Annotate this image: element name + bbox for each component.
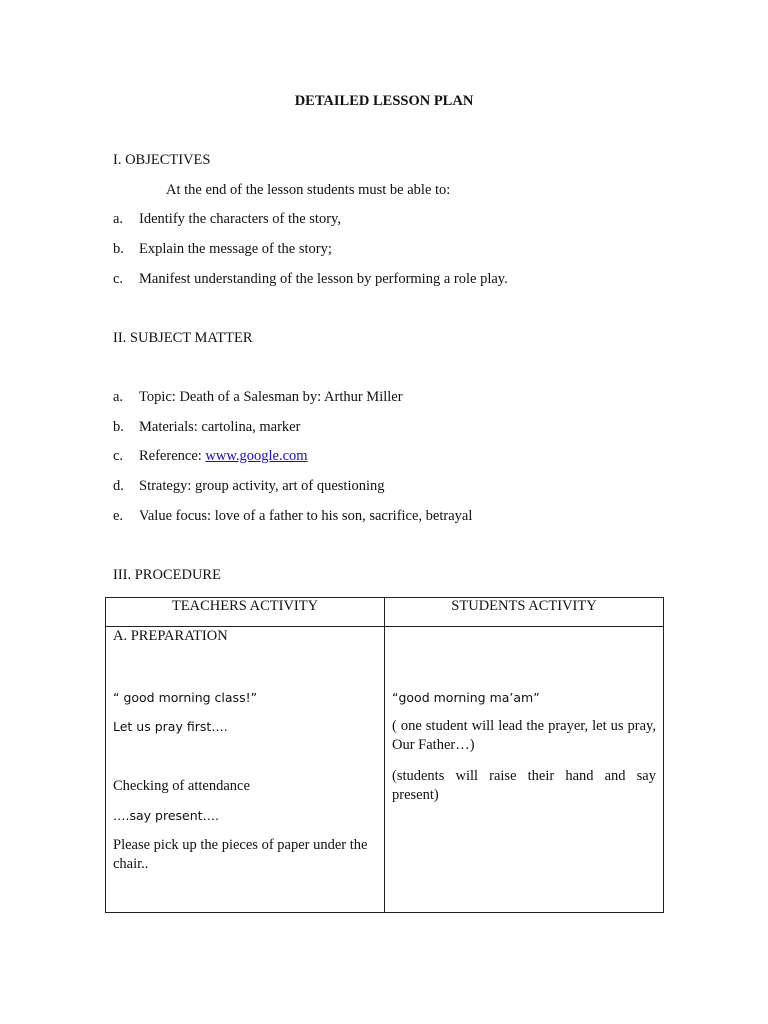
reference-label: Reference: <box>139 448 206 464</box>
list-item: Identify the characters of the story, <box>139 211 341 227</box>
students-greeting: “good morning ma’am” <box>392 690 540 705</box>
list-item: Manifest understanding of the lesson by performing a role play. <box>139 271 508 287</box>
list-item-marker: b. <box>113 241 124 257</box>
teacher-greeting: “ good morning class!” <box>113 690 258 705</box>
objectives-intro: At the end of the lesson students must be able to: <box>166 182 451 198</box>
list-item: Strategy: group activity, art of questioning <box>139 478 385 494</box>
teacher-attendance: Checking of attendance <box>113 778 250 794</box>
students-activity-cell <box>385 627 664 913</box>
list-item-marker: a. <box>113 389 124 405</box>
list-item-marker: d. <box>113 478 124 494</box>
list-item-marker: c. <box>113 271 124 287</box>
list-item-marker: b. <box>113 419 124 435</box>
students-prayer: ( one student will lead the prayer, let us pray, Our Father…) <box>392 718 656 753</box>
list-item <box>139 448 308 465</box>
list-item-marker: a. <box>113 211 124 227</box>
list-item-marker: e. <box>113 508 124 524</box>
teacher-say-present: ….say present…. <box>113 808 220 823</box>
reference-link[interactable]: www.google.com <box>205 448 308 464</box>
document-title: DETAILED LESSON PLAN <box>294 93 474 109</box>
list-item: Value focus: love of a father to his son, sacrifice, betrayal <box>139 508 473 524</box>
list-item: Materials: cartolina, marker <box>139 419 301 435</box>
students-raise-hand: (students will raise their hand and say present) <box>392 768 656 803</box>
column-header-teachers: TEACHERS ACTIVITY <box>106 598 385 627</box>
list-item: Topic: Death of a Salesman by: Arthur Miller <box>139 389 403 405</box>
teacher-pickup: Please pick up the pieces of paper under the chair.. <box>113 837 368 872</box>
table-row <box>106 627 664 913</box>
preparation-heading: A. PREPARATION <box>113 628 228 644</box>
objectives-heading: I. OBJECTIVES <box>113 152 211 168</box>
teachers-activity-cell <box>106 627 385 913</box>
subject-matter-heading: II. SUBJECT MATTER <box>113 330 253 346</box>
teacher-pray: Let us pray first…. <box>113 719 228 734</box>
list-item: Explain the message of the story; <box>139 241 332 257</box>
table-header-row <box>106 598 664 627</box>
column-header-students: STUDENTS ACTIVITY <box>385 598 664 627</box>
list-item-marker: c. <box>113 448 124 464</box>
procedure-table <box>105 597 664 913</box>
procedure-heading: III. PROCEDURE <box>113 567 221 583</box>
